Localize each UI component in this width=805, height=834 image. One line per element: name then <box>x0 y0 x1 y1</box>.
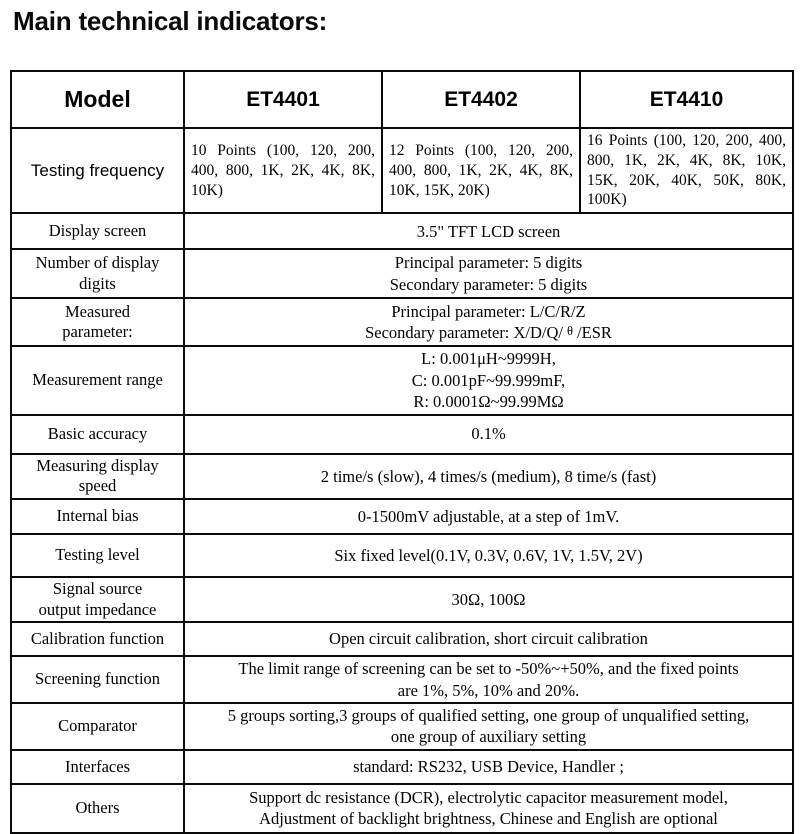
row-measurement-range <box>11 346 793 414</box>
row-label-testing-level: Testing level <box>11 534 184 577</box>
testing-level-value: Six fixed level(0.1V, 0.3V, 0.6V, 1V, 1.5V, 2V) <box>184 534 793 577</box>
row-screening <box>11 656 793 703</box>
header-cell-et4402: ET4402 <box>382 71 580 128</box>
measurement-range-line-r: R: 0.0001Ω~99.99MΩ <box>413 392 564 412</box>
display-speed-value: 2 time/s (slow), 4 times/s (medium), 8 time/s (fast) <box>184 454 793 499</box>
measurement-range-line-l: L: 0.001μH~9999H, <box>421 349 556 369</box>
spec-table <box>10 70 794 834</box>
measurement-range-line-c: C: 0.001pF~99.999mF, <box>411 370 566 390</box>
comparator-line-1: 5 groups sorting,3 groups of qualified setting, one group of unqualified setting, <box>227 706 750 725</box>
internal-bias-value: 0-1500mV adjustable, at a step of 1mV. <box>184 499 793 534</box>
row-display-digits <box>11 249 793 298</box>
display-digits-line-2: Secondary parameter: 5 digits <box>389 274 588 294</box>
row-testing-level <box>11 534 793 577</box>
row-display-speed <box>11 454 793 499</box>
display-screen-value: 3.5" TFT LCD screen <box>184 213 793 249</box>
interfaces-value: standard: RS232, USB Device, Handler ; <box>184 750 793 784</box>
row-comparator <box>11 703 793 750</box>
row-label-output-impedance: Signal source output impedance <box>11 577 184 622</box>
row-label-display-speed: Measuring display speed <box>11 454 184 499</box>
row-label-display-digits: Number of display digits <box>11 249 184 298</box>
comparator-line-2: one group of auxiliary setting <box>390 727 587 747</box>
row-display-screen <box>11 213 793 249</box>
output-impedance-value: 30Ω, 100Ω <box>184 577 793 622</box>
calibration-value: Open circuit calibration, short circuit calibration <box>184 622 793 656</box>
screening-value <box>184 656 793 703</box>
comparator-value <box>184 703 793 750</box>
basic-accuracy-value: 0.1% <box>184 415 793 454</box>
row-label-calibration: Calibration function <box>11 622 184 656</box>
screening-line-1: The limit range of screening can be set to -50%~+50%, and the fixed points <box>238 659 739 679</box>
testing-frequency-et4401: 10 Points (100, 120, 200, 400, 800, 1K, 2K, 4K, 8K, 10K) <box>184 128 382 213</box>
header-cell-et4410: ET4410 <box>580 71 793 128</box>
testing-frequency-et4410: 16 Points (100, 120, 200, 400, 800, 1K, 2K, 4K, 8K, 10K, 15K, 20K, 40K, 50K, 80K, 100K) <box>580 128 793 213</box>
others-line-2: Adjustment of backlight brightness, Chinese and English are optional <box>259 809 718 829</box>
row-label-display-screen: Display screen <box>11 213 184 249</box>
row-label-measured-parameter: Measured parameter: <box>11 298 184 346</box>
row-measured-parameter <box>11 298 793 346</box>
measured-parameter-value <box>184 298 793 346</box>
row-label-internal-bias: Internal bias <box>11 499 184 534</box>
header-cell-et4401: ET4401 <box>184 71 382 128</box>
display-digits-line-1: Principal parameter: 5 digits <box>394 253 583 273</box>
screening-line-2: are 1%, 5%, 10% and 20%. <box>397 680 580 700</box>
others-line-1: Support dc resistance (DCR), electrolytic capacitor measurement model, <box>249 787 728 807</box>
row-label-basic-accuracy: Basic accuracy <box>11 415 184 454</box>
row-internal-bias <box>11 499 793 534</box>
row-label-comparator: Comparator <box>11 703 184 750</box>
header-row <box>11 71 793 128</box>
row-label-others: Others <box>11 784 184 833</box>
row-interfaces <box>11 750 793 784</box>
row-label-screening: Screening function <box>11 656 184 703</box>
row-label-measurement-range: Measurement range <box>11 346 184 414</box>
row-testing-frequency <box>11 128 793 213</box>
measurement-range-value <box>184 346 793 414</box>
header-cell-model: Model <box>11 71 184 128</box>
measured-parameter-line-2: Secondary parameter: X/D/Q/ θ /ESR <box>365 323 612 343</box>
theta-symbol: θ <box>567 324 574 339</box>
testing-frequency-et4402: 12 Points (100, 120, 200, 400, 800, 1K, 2K, 4K, 8K, 10K, 15K, 20K) <box>382 128 580 213</box>
row-output-impedance <box>11 577 793 622</box>
row-label-testing-frequency: Testing frequency <box>11 128 184 213</box>
measured-parameter-line-1: Principal parameter: L/C/R/Z <box>391 301 586 321</box>
row-basic-accuracy <box>11 415 793 454</box>
display-digits-value <box>184 249 793 298</box>
page-title: Main technical indicators: <box>13 6 328 36</box>
row-calibration <box>11 622 793 656</box>
row-label-interfaces: Interfaces <box>11 750 184 784</box>
row-others <box>11 784 793 833</box>
others-value <box>184 784 793 833</box>
